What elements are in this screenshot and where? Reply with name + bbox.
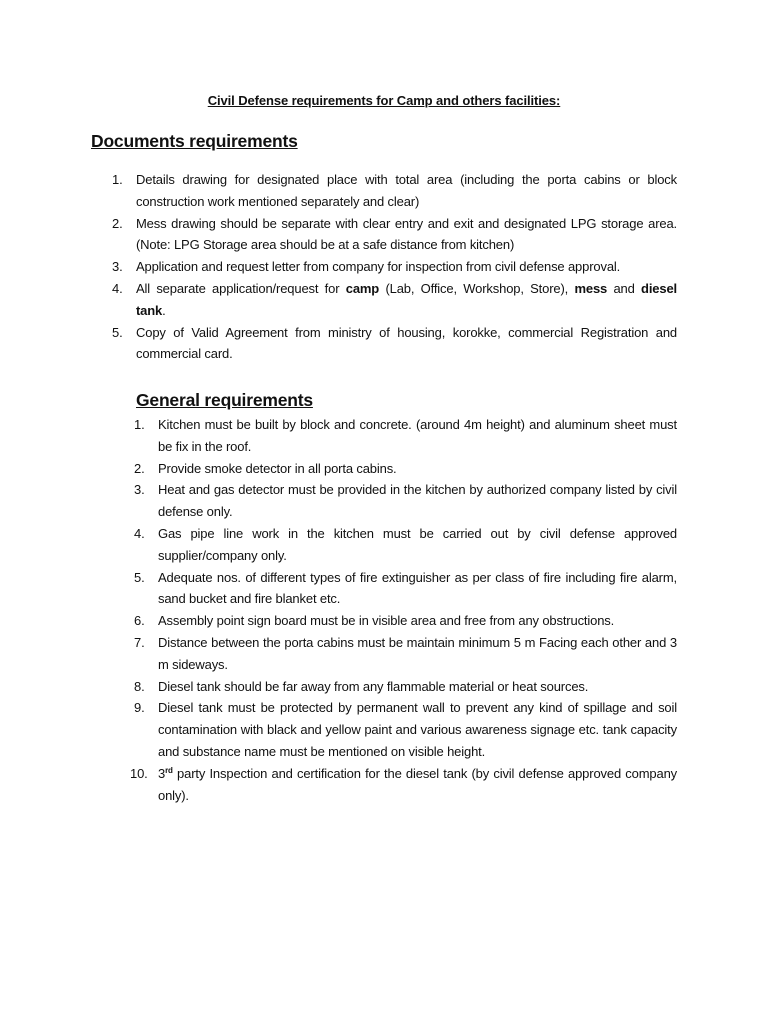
- item-number: 3.: [134, 482, 145, 498]
- documents-requirements-heading: Documents requirements: [91, 131, 298, 151]
- general-requirements-list: [130, 414, 677, 806]
- list-item: [134, 479, 677, 523]
- item-text-part: .: [162, 302, 166, 318]
- item-text: Heat and gas detector must be provided in the kitchen by authorized company listed by civil defense only.: [158, 482, 677, 520]
- item-number: 6.: [134, 613, 145, 629]
- list-item: [112, 256, 677, 278]
- item-text-part: party Inspection and certification for the diesel tank (by civil defense approved company only).: [158, 765, 677, 803]
- item-number: 3.: [112, 259, 123, 275]
- list-item: [134, 567, 677, 611]
- item-text: [136, 281, 677, 318]
- item-number: 1.: [134, 417, 145, 432]
- list-item: [134, 697, 677, 762]
- item-text: Diesel tank must be protected by permanent wall to prevent any kind of spillage and soil contamination with black and yellow paint and various awareness signage etc. tank capacity and substance name must be mentioned on visible height.: [158, 700, 677, 759]
- item-text: Distance between the porta cabins must be maintain minimum 5 m Facing each other and 3 m sideways.: [158, 634, 677, 672]
- item-text: [158, 766, 677, 803]
- list-item: [112, 278, 677, 322]
- item-number: 4.: [112, 280, 123, 296]
- list-item: [112, 213, 677, 257]
- item-number: 10.: [130, 765, 148, 781]
- list-item: [112, 322, 677, 366]
- item-text: Mess drawing should be separate with clear entry and exit and designated LPG storage area. (Note: LPG Storage area should be at a safe distance from kitchen): [136, 215, 677, 253]
- general-requirements-heading: General requirements: [136, 390, 313, 410]
- item-number: 2.: [134, 460, 145, 476]
- document-title: Civil Defense requirements for Camp and others facilities:: [207, 93, 561, 108]
- item-text: Assembly point sign board must be in visible area and free from any obstructions.: [158, 613, 615, 629]
- list-item: [130, 763, 677, 807]
- list-item: [112, 169, 677, 213]
- item-number: 8.: [134, 678, 145, 694]
- item-text: Application and request letter from company for inspection from civil defense approval.: [136, 259, 621, 275]
- list-item: [134, 523, 677, 567]
- item-text: Diesel tank should be far away from any flammable material or heat sources.: [158, 678, 589, 694]
- list-item: [134, 676, 677, 698]
- item-ordinal-suffix: rd: [165, 765, 173, 775]
- list-item: [134, 414, 677, 458]
- item-number: 5.: [112, 324, 123, 340]
- item-bold-diesel-tank: diesel tank: [136, 280, 677, 318]
- item-number: 7.: [134, 634, 145, 650]
- item-bold-mess: mess: [574, 280, 608, 296]
- item-number: 1.: [112, 172, 123, 187]
- documents-requirements-list: [112, 169, 677, 365]
- item-text: Adequate nos. of different types of fire extinguisher as per class of fire including fire alarm, sand bucket and fire blanket etc.: [158, 569, 677, 607]
- item-number: 4.: [134, 525, 145, 541]
- item-number: 5.: [134, 569, 145, 585]
- item-text: Provide smoke detector in all porta cabins.: [158, 460, 397, 476]
- item-number: 9.: [134, 700, 145, 716]
- item-text: Gas pipe line work in the kitchen must be carried out by civil defense approved supplier/company only.: [158, 525, 677, 563]
- item-text: Details drawing for designated place with total area (including the porta cabins or block construction work mentioned separately and clear): [136, 172, 677, 209]
- item-text: Kitchen must be built by block and concrete. (around 4m height) and aluminum sheet must be fix in the roof.: [158, 417, 677, 454]
- list-item: [134, 458, 677, 480]
- item-text: Copy of Valid Agreement from ministry of housing, korokke, commercial Registration and commercial card.: [136, 324, 677, 362]
- item-ordinal: 3: [158, 765, 166, 781]
- item-text-part: (Lab, Office, Workshop, Store),: [379, 280, 575, 296]
- list-item: [134, 632, 677, 676]
- item-number: 2.: [112, 215, 123, 231]
- item-text-part: and: [607, 280, 642, 296]
- item-bold-camp: camp: [345, 280, 380, 296]
- item-text-part: All separate application/request for: [136, 280, 346, 296]
- list-item: [134, 610, 677, 632]
